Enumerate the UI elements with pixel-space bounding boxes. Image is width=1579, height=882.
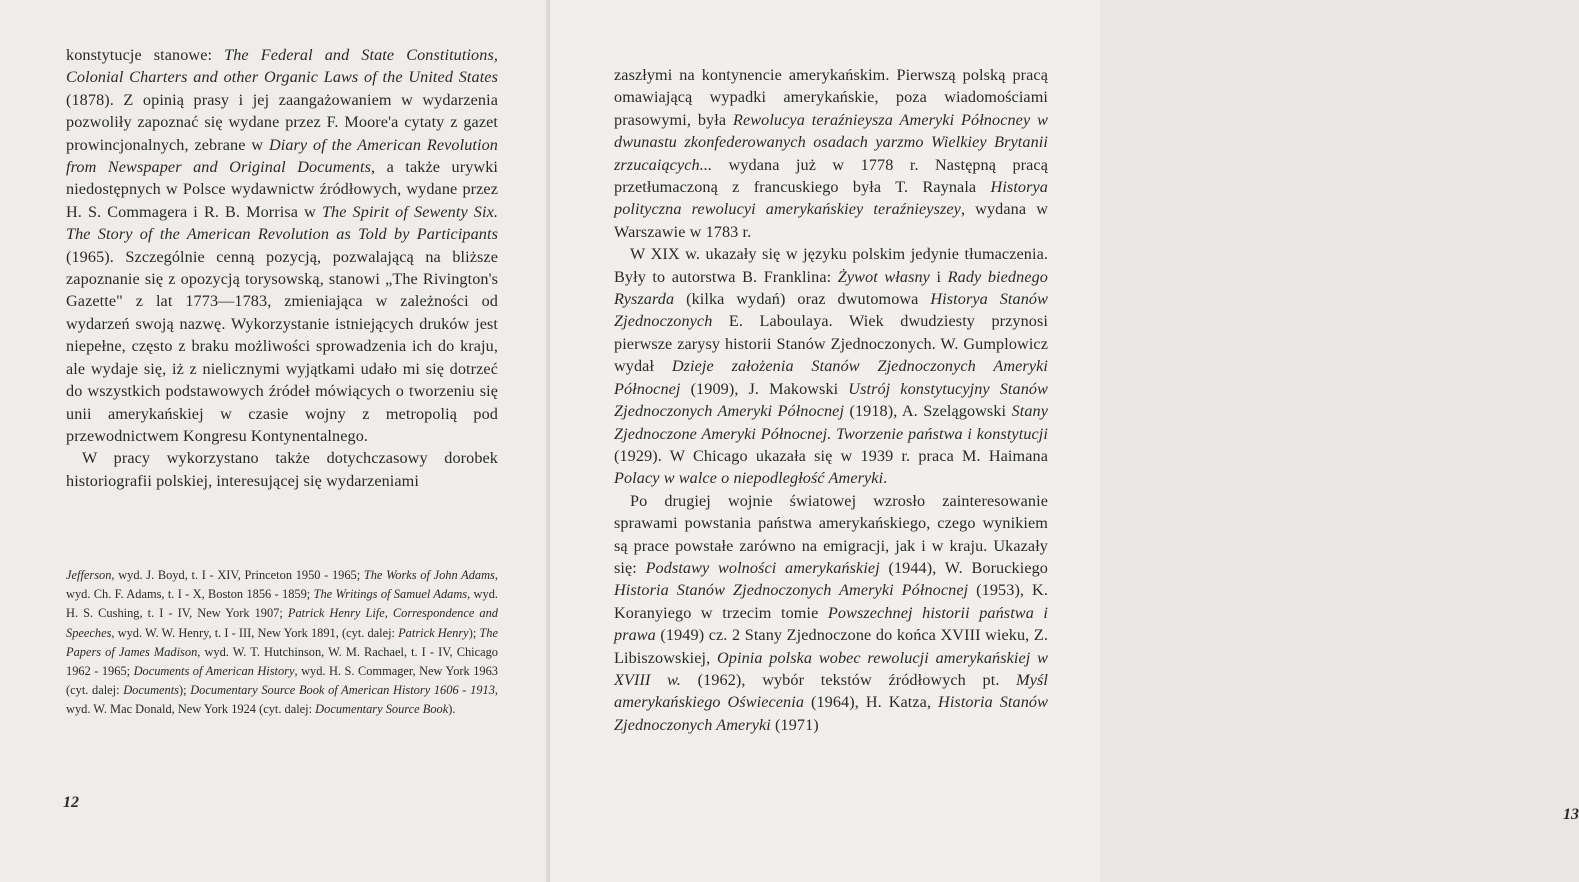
text-run: (1953), K. Koranyiego w trzecim tomie [614,581,1048,622]
italic-title: Documents of American History [133,664,295,679]
page-number-right: 13 [1563,806,1579,823]
text-run: (1944), W. Boruckiego [879,558,1048,577]
footnote-block [66,566,498,720]
paragraph [66,447,498,492]
text-run: (1929). W Chicago ukazała się w 1939 r. praca M. Haimana [614,446,1048,465]
italic-title: Documents [123,683,179,698]
italic-title: The Writings of Samuel Adams [313,587,468,602]
italic-title: Historya polityczna rewolucyi amerykańskiey teraźnieyszey [614,178,1048,219]
italic-title: Myśl amerykańskiego Oświecenia [614,670,1049,712]
italic-title: The Spirit of Sewenty Six. The Story of the American Revolution as Told by Participants [66,202,498,244]
text-run: , wyd. H. S. Cushing, t. I - IV, New York 1907; [66,587,498,621]
text-run: , wyd. W. W. Henry, t. I - III, New York 1891, (cyt. dalej: [111,625,399,640]
left-page-body [66,44,498,492]
text-run: E. Laboulaya. Wiek dwudziesty przynosi pierwsze zarysy historii Stanów Zjednoczonych. W. Gumplowicz wydał [614,312,1048,376]
italic-title: The Federal and State Constitutions, Colonial Charters and other Organic Laws of the United States [66,46,498,87]
italic-title: The Works of John Adams [363,568,495,582]
italic-title: Documentary Source Book [315,702,449,717]
italic-title: Documentary Source Book of American History 1606 - 1913 [190,683,495,698]
italic-title: Diary of the American Revolution from Newspaper and Original Documents [66,135,498,177]
italic-title: Historya Stanów Zjednoczonych [614,290,1049,331]
paragraph [614,490,1048,736]
italic-title: Historia Stanów Zjednoczonych Ameryki [614,693,1049,734]
text-run: , a także urywki niedostępnych w Polsce wydawnictw źródłowych, wydane przez H. S. Commagera i R. B. Morrisa w [66,158,498,221]
text-run: ); [468,625,480,640]
text-run: (1971) [770,715,819,734]
italic-title: Jefferson [66,568,112,582]
text-run: ). [448,702,456,717]
text-run: W XIX w. ukazały się w języku polskim jedynie tłumaczenia. Były to autorstwa B. Franklina: [614,245,1048,286]
italic-title: Podstawy wolności amerykańskiej [645,558,880,577]
text-run: (1962), wybór tekstów źródłowych pt. [680,670,1017,689]
text-run: (1965). Szczególnie cenną pozycją, pozwalającą na bliższe zapoznanie się z opozycją torysowską, stanowi „The Rivington's Gazette" z lat 1773—1783, zmieniająca w zależności od wydarzeń swoją nazwę. Wykorzystanie istniejących druków jest niepełne, często z braku możliwości sprowadzenia ich do kraju, ale wydaje się, iż z nielicznymi wyjątkami udało mi się dotrzeć do wszystkich podstawowych źródeł mówiących o tworzeniu się unii amerykańskiej w czasie wojny z metropolią pod przewodnictwem Kongresu Kontynentalnego. [66,247,498,445]
italic-title: Ustrój konstytucyjny Stanów Zjednoczonych Ameryki Północnej [614,379,1048,421]
italic-title: Stany Zjednoczone Ameryki Północnej. Tworzenie państwa i konstytucji [614,402,1048,443]
italic-title: Powszechnej historii państwa i prawa [614,603,1049,645]
text-run: Po drugiej wojnie światowej wzrosło zainteresowanie sprawami powstania państwa amerykańskiego, czego wynikiem są prace powstałe zarówno na emigracji, jak i w kraju. Ukazały się: [614,491,1048,577]
text-run: . [883,469,888,488]
text-run: , wyd. W. Mac Donald, New York 1924 (cyt. dalej: [66,683,498,717]
text-run: , wyd. W. T. Hutchinson, W. M. Rachael, t. I - IV, Chicago 1962 - 1965; [66,644,498,679]
text-run: (1964), H. Katza, [804,693,939,712]
text-run: zaszłymi na kontynencie amerykańskim. Pierwszą polską pracą omawiającą wypadki amerykańskie, poza wiadomościami prasowymi, była [614,66,1048,129]
text-run: , wydana w Warszawie w 1783 r. [614,200,1048,241]
italic-title: Żywot własny [837,267,930,286]
paragraph [614,64,1048,243]
italic-title: Patrick Henry Life, Correspondence and Speeches [66,606,498,640]
text-run: konstytucje stanowe: [66,46,225,64]
text-run: (1909), J. Makowski [680,379,849,398]
left-page [0,0,550,882]
text-run: wydana już w 1778 r. Następną pracą przetłumaczoną z francuskiego była T. Raynala [614,155,1048,197]
footnote [66,566,498,720]
italic-title: Rewolucya teraźnieysza Ameryki Północney w dwunastu zkonfederowanych osadach yarzmo Wielkiey Brytanii zrzucaiących... [614,110,1048,174]
paragraph [614,243,1048,489]
right-page [550,0,1579,882]
italic-title: Opinia polska wobec rewolucji amerykańskiej w XVIII w. [614,648,1048,689]
text-run: (1949) cz. 2 Stany Zjednoczone do końca XVIII wieku, Z. Libiszowskiej, [614,626,1048,667]
italic-title: Dzieje założenia Stanów Zjednoczonych Ameryki Północnej [614,357,1048,398]
italic-title: Historia Stanów Zjednoczonych Ameryki Północnej [614,581,969,600]
italic-title: Patrick Henry [398,625,469,640]
italic-title: The Papers of James Madison [66,625,498,659]
page-number-left: 12 [63,794,79,811]
italic-title: Rady biednego Ryszarda [614,267,1048,309]
text-run: , wyd. J. Boyd, t. I - XIV, Princeton 1950 - 1965; [111,568,364,582]
italic-title: Polacy w walce o niepodległość Ameryki [614,469,884,488]
text-run: (1918), A. Szelągowski [844,402,1012,421]
text-run: (1878). Z opinią prasy i jej zaangażowaniem w wydarzenia pozwoliły zapoznać się wydane przez F. Moore'a cytaty z gazet prowincjonalnych, zebrane w [66,90,498,154]
text-run: ); [178,683,191,698]
paragraph [66,44,498,447]
text-run: , wyd. H. S. Commager, New York 1963 (cyt. dalej: [66,664,498,698]
text-run: W pracy wykorzystano także dotychczasowy dorobek historiografii polskiej, interesującej się wydarzeniami [66,449,498,490]
right-page-body [614,64,1048,736]
text-run: (kilka wydań) oraz dwutomowa [674,290,931,309]
text-run: i [929,267,948,286]
text-run: , wyd. Ch. F. Adams, t. I - X, Boston 1856 - 1859; [66,568,498,602]
